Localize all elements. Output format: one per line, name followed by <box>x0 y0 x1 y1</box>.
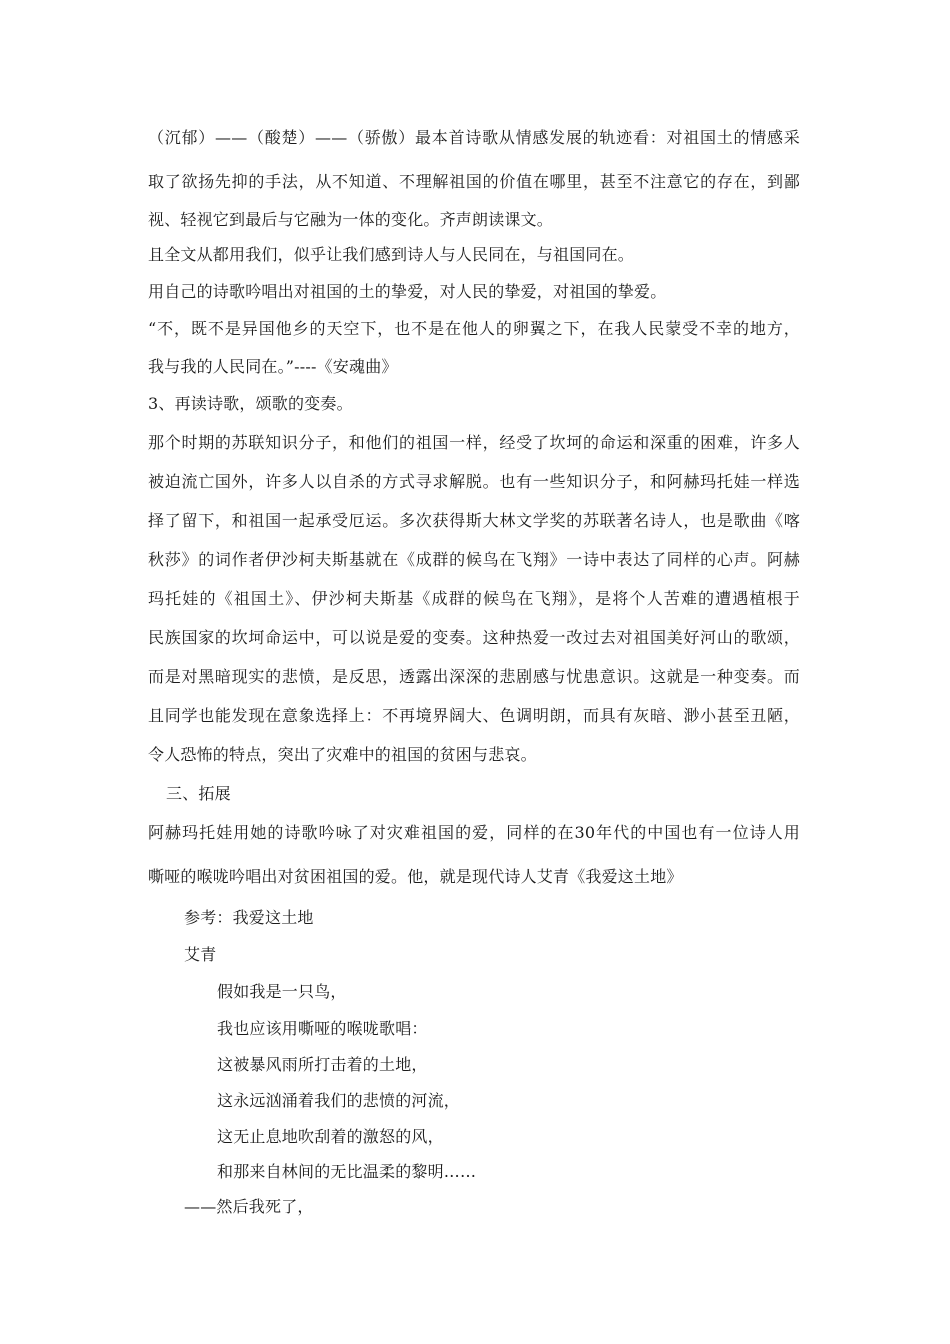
poem-line: 这永远汹涌着我们的悲愤的河流， <box>217 1091 461 1110</box>
poem-line: ——然后我死了， <box>184 1197 314 1216</box>
poem-line: 假如我是一只鸟， <box>217 982 347 1001</box>
paragraph-line: 视、轻视它到最后与它融为一体的变化。齐声朗读课文。 <box>148 210 554 229</box>
paragraph-line: 玛托娃的《祖国土》、伊沙柯夫斯基《成群的候鸟在飞翔》，是将个人苦难的遭遇植根于 <box>148 589 800 608</box>
paragraph-line: 取了欲扬先抑的手法，从不知道、不理解祖国的价值在哪里，甚至不注意它的存在，到鄙 <box>148 172 800 191</box>
paragraph-line: 择了留下，和祖国一起承受厄运。多次获得斯大林文学奖的苏联著名诗人，也是歌曲《喀 <box>148 511 800 530</box>
poem-line: 这无止息地吹刮着的激怒的风， <box>217 1127 444 1146</box>
paragraph-line: 那个时期的苏联知识分子，和他们的祖国一样，经受了坎坷的命运和深重的困难，许多人 <box>148 433 800 452</box>
poem-line: 和那来自林间的无比温柔的黎明…… <box>217 1162 477 1181</box>
paragraph-line: 且同学也能发现在意象选择上：不再境界阔大、色调明朗，而具有灰暗、渺小甚至丑陋， <box>148 706 800 725</box>
quote-line: 我与我的人民同在。”----《安魂曲》 <box>148 357 398 376</box>
paragraph-line: 嘶哑的喉咙吟唱出对贫困祖国的爱。他，就是现代诗人艾青《我爱这土地》 <box>148 867 683 886</box>
paragraph-line: 阿赫玛托娃用她的诗歌吟咏了对灾难祖国的爱，同样的在30年代的中国也有一位诗人用 <box>148 823 800 842</box>
paragraph-line: 秋莎》的词作者伊沙柯夫斯基就在《成群的候鸟在飞翔》一诗中表达了同样的心声。阿赫 <box>148 550 800 569</box>
reference-title: 参考：我爱这土地 <box>184 908 314 927</box>
poem-line: 我也应该用嘶哑的喉咙歌唱： <box>217 1019 428 1038</box>
section-heading: 三、拓展 <box>166 784 231 803</box>
numbered-heading: 3、再读诗歌，颂歌的变奏。 <box>148 394 353 413</box>
reference-author: 艾青 <box>184 945 217 964</box>
paragraph-line: （沉郁）——（酸楚）——（骄傲）最本首诗歌从情感发展的轨迹看：对祖国土的情感采 <box>148 128 800 147</box>
paragraph-line: 用自己的诗歌吟唱出对祖国的土的挚爱，对人民的挚爱，对祖国的挚爱。 <box>148 282 667 301</box>
poem-line: 这被暴风雨所打击着的土地， <box>217 1055 428 1074</box>
paragraph-line: 民族国家的坎坷命运中，可以说是爱的变奏。这种热爱一改过去对祖国美好河山的歌颂， <box>148 628 800 647</box>
paragraph-line: 被迫流亡国外，许多人以自杀的方式寻求解脱。也有一些知识分子，和阿赫玛托娃一样选 <box>148 472 800 491</box>
paragraph-line: 而是对黑暗现实的悲愤，是反思，透露出深深的悲剧感与忧患意识。这就是一种变奏。而 <box>148 667 800 686</box>
paragraph-line: 且全文从都用我们，似乎让我们感到诗人与人民同在，与祖国同在。 <box>148 245 635 264</box>
paragraph-line: 令人恐怖的特点，突出了灾难中的祖国的贫困与悲哀。 <box>148 745 537 764</box>
quote-line: “不，既不是异国他乡的天空下，也不是在他人的卵翼之下，在我人民蒙受不幸的地方， <box>148 319 800 338</box>
